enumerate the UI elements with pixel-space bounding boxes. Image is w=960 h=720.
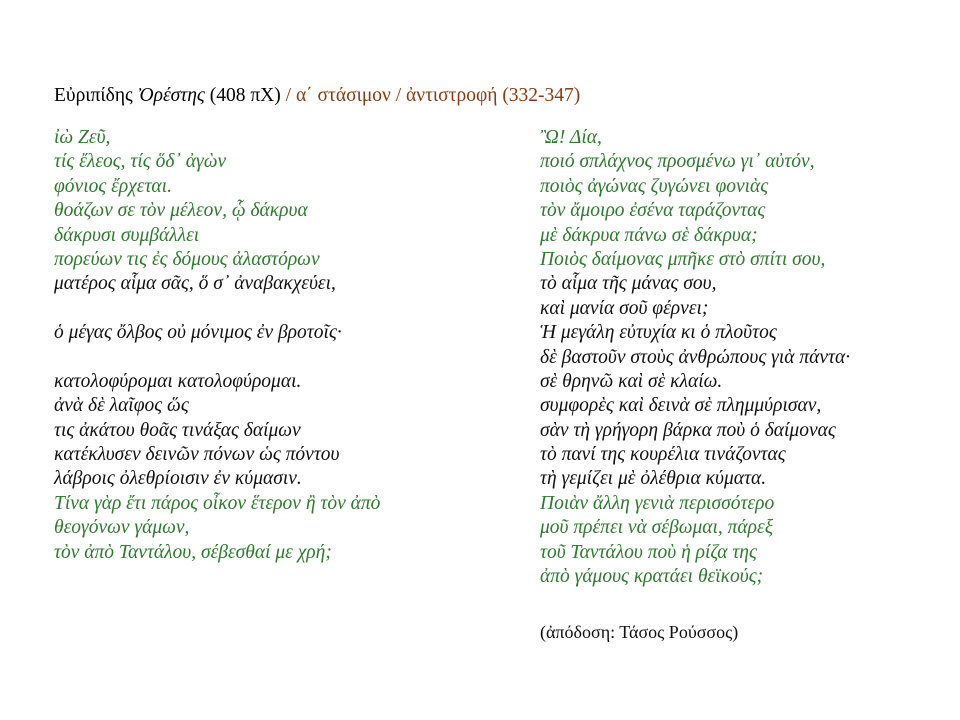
translation-verse-line: Ὢ! Δία, (540, 127, 602, 148)
original-verse-line: δάκρυσι συμβάλλει (54, 224, 200, 246)
original-verse-line: ὁ μέγας ὄλβος οὐ μόνιμος ἐν βροτοῖς· (54, 322, 342, 344)
translation-verse-line: τὸ αἷμα τῆς μάνας σου, (540, 273, 717, 295)
translation-verse-line: σὰν τὴ γρήγορη βάρκα ποὺ ὁ δαίμονας (540, 419, 836, 441)
translation-verse-line: δὲ βαστοῦν στοὺς ἀνθρώπους γιὰ πάντα· (540, 346, 851, 368)
original-verse-line: τις ἀκάτου θοᾶς τινάξας δαίμων (54, 419, 301, 441)
title-stasimon: α΄ στάσιμον (295, 85, 391, 106)
original-verse-line: ματέρος αἷμα σᾶς, ὅ σ᾽ ἀναβακχεύει, (54, 273, 336, 295)
translation-verse-line: τοῦ Ταντάλου ποὺ ἡ ρίζα της (540, 541, 757, 563)
translation-verse-line: Ἡ μεγάλη εὐτυχία κι ὁ πλοῦτος (540, 322, 777, 344)
original-verse-line: θοάζων σε τὸν μέλεον, ᾧ δάκρυα (54, 200, 308, 222)
translation-verse-line: σὲ θρηνῶ καὶ σὲ κλαίω. (540, 370, 723, 392)
original-verse-line (54, 346, 380, 370)
translation-column (540, 126, 850, 589)
title-work: Ὀρέστης (137, 85, 205, 106)
title-separator: / (395, 85, 402, 106)
original-verse-line: κατέκλυσεν δεινῶν πόνων ὡς πόντου (54, 444, 340, 466)
translation-verse-line: τὸν ἄμοιρο ἐσένα ταράζοντας (540, 200, 766, 222)
original-verse-line: τίς ἔλεος, τίς ὅδ᾽ ἀγὼν (54, 151, 227, 173)
translation-verse-line: ποιό σπλάχνος προσμένω γι᾽ αὐτόν, (540, 151, 815, 173)
title-author: Εὐριπίδης (54, 85, 133, 106)
translation-verse-line: καὶ μανία σοῦ φέρνει; (540, 297, 709, 319)
original-verse-line: Τίνα γὰρ ἔτι πάρος οἶκον ἕτερον ἢ τὸν ἀπὸ (54, 492, 381, 514)
original-verse-line: λάβροις ὀλεθρίοισιν ἐν κύμασιν. (54, 468, 302, 490)
translation-verse-line: ἀπὸ γάμους κρατάει θεϊκούς; (540, 566, 764, 588)
original-verse-line: τὸν ἀπὸ Ταντάλου, σέβεσθαί με χρή; (54, 541, 332, 563)
translation-verse-line: τὸ πανί της κουρέλια τινάζοντας (540, 444, 786, 466)
title-separator: / (285, 85, 292, 106)
translation-verse-line: συμφορὲς καὶ δεινὰ σὲ πλημμύρισαν, (540, 395, 822, 417)
original-verse-line: ἰὼ Ζεῦ, (54, 127, 111, 148)
translation-verse-line: τὴ γεμίζει μὲ ὀλέθρια κύματα. (540, 468, 767, 490)
translation-verse-line: Ποιὸς δαίμονας μπῆκε στὸ σπίτι σου, (540, 248, 826, 270)
original-verse-line (54, 297, 380, 321)
original-verse-line: πορεύων τις ἐς δόμους ἀλαστόρων (54, 248, 320, 270)
translation-verse-line: μοῦ πρέπει νὰ σέβωμαι, πάρεξ (540, 517, 774, 539)
original-verse-line: θεογόνων γάμων, (54, 517, 190, 539)
translation-verse-line: μὲ δάκρυα πάνω σὲ δάκρυα; (540, 224, 758, 246)
document-title (54, 84, 580, 108)
translation-verse-line: ποιὸς ἀγώνας ζυγώνει φονιὰς (540, 175, 769, 197)
title-date: (408 πΧ) (209, 85, 281, 106)
original-verse-line: ἀνὰ δὲ λαῖφος ὥς (54, 395, 189, 417)
translation-verse-line: Ποιὰν ἄλλη γενιὰ περισσότερο (540, 492, 775, 514)
translation-credit: (ἀπόδοση: Τάσος Ρούσσος) (540, 622, 739, 642)
title-antistrophe: ἀντιστροφή (332-347) (406, 85, 581, 106)
original-verse-line: κατολοφύρομαι κατολοφύρομαι. (54, 370, 302, 392)
original-verse-line: φόνιος ἔρχεται. (54, 175, 172, 197)
original-text-column (54, 126, 380, 565)
